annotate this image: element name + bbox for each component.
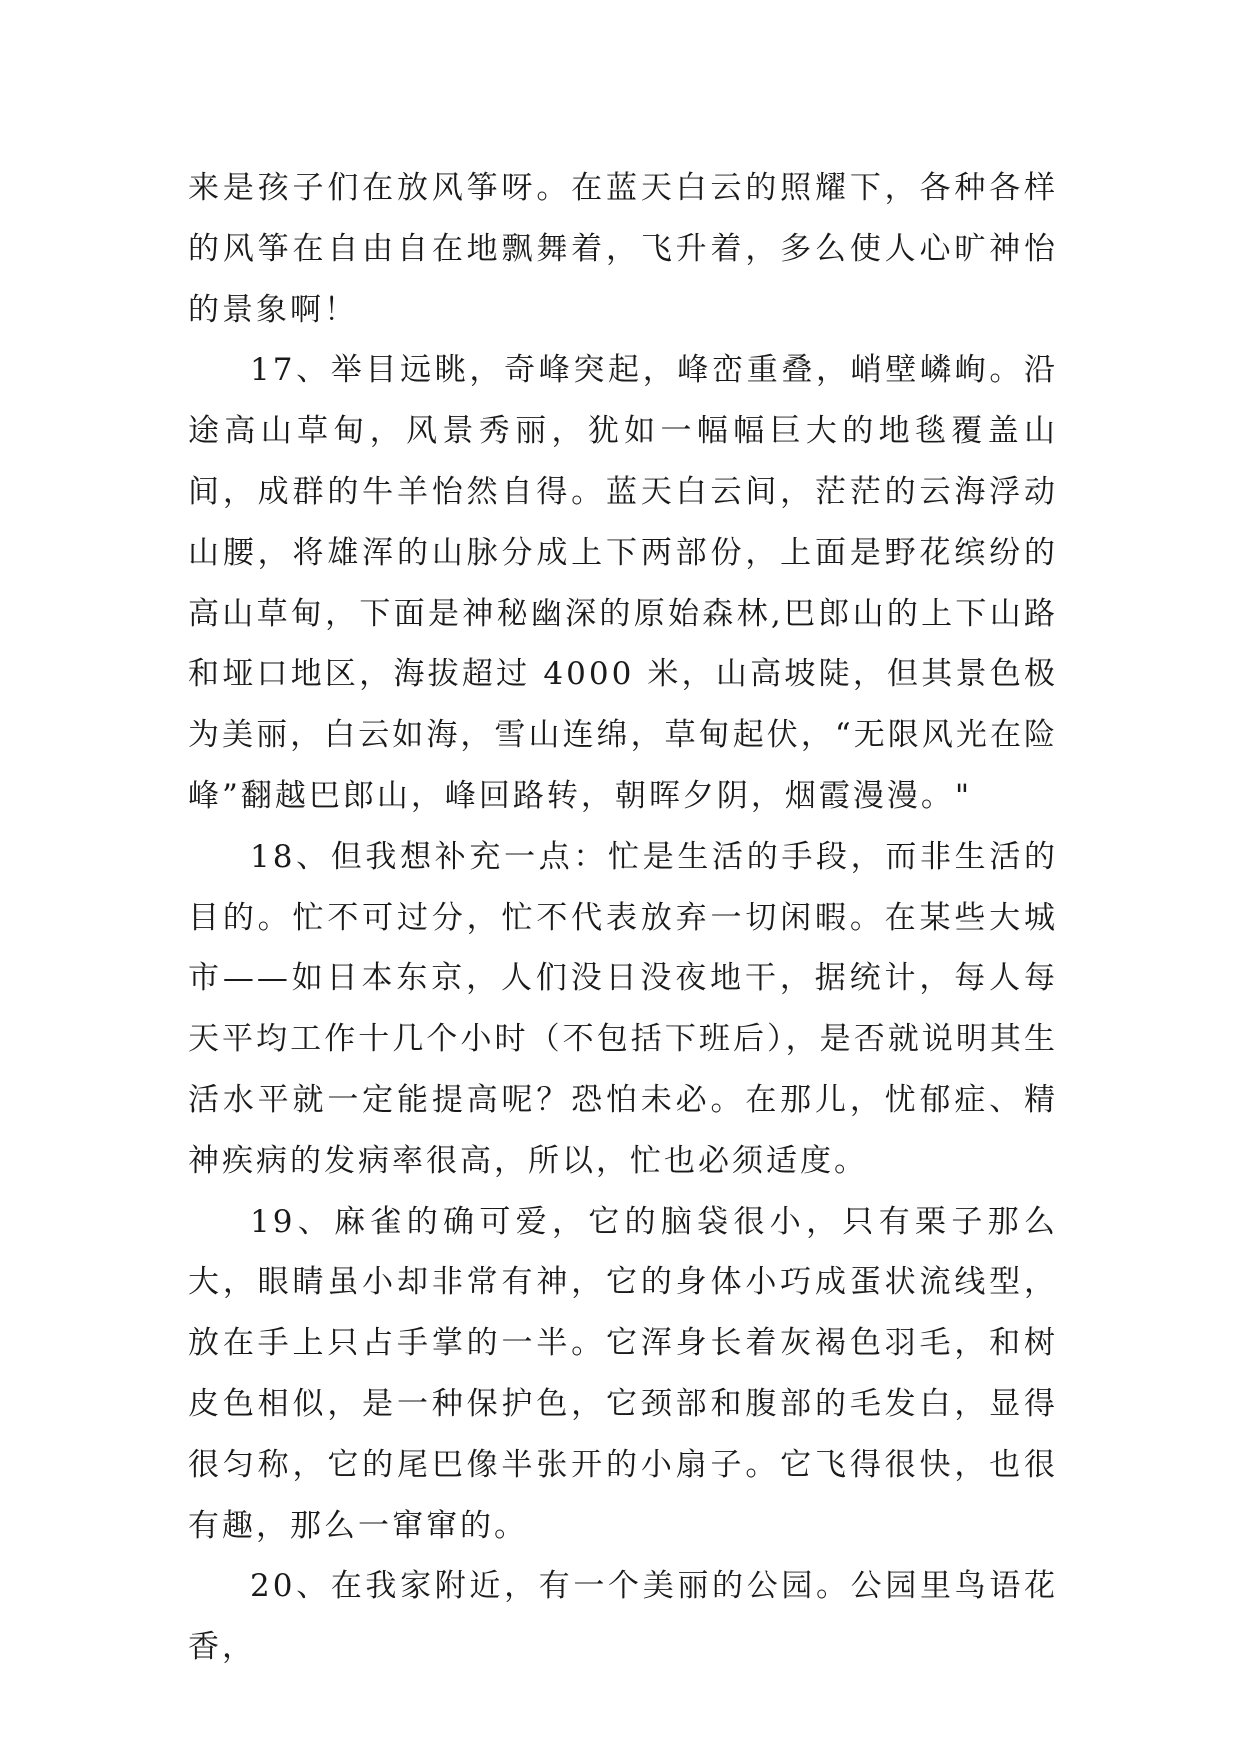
document-body [188, 158, 1058, 1678]
paragraph-19: 19、麻雀的确可爱，它的脑袋很小，只有栗子那么大，眼睛虽小却非常有神，它的身体小巧成蛋状流线型，放在手上只占手掌的一半。它浑身长着灰褐色羽毛，和树皮色相似，是一种保护色，它颈部和腹部的毛发白，显得很匀称，它的尾巴像半张开的小扇子。它飞得很快，也很有趣，那么一窜窜的。 [188, 1203, 1058, 1544]
paragraph-17: 17、举目远眺，奇峰突起，峰峦重叠，峭壁嶙峋。沿途高山草甸，风景秀丽，犹如一幅幅巨大的地毯覆盖山间，成群的牛羊怡然自得。蓝天白云间，茫茫的云海浮动山腰，将雄浑的山脉分成上下两部份，上面是野花缤纷的高山草甸，下面是神秘幽深的原始森林,巴郎山的上下山路和垭口地区，海拔超过 4000 米，山高坡陡，但其景色极为美丽，白云如海，雪山连绵，草甸起伏，“无限风光在险峰”翻越巴郎山，峰回路转，朝晖夕阴，烟霞漫漫。" [188, 352, 1058, 814]
paragraph-18: 18、但我想补充一点：忙是生活的手段，而非生活的目的。忙不可过分，忙不代表放弃一切闲暇。在某些大城市——如日本东京，人们没日没夜地干，据统计，每人每天平均工作十几个小时（不包括下班后），是否就说明其生活水平就一定能提高呢？恐怕未必。在那儿，忧郁症、精神疾病的发病率很高，所以，忙也必须适度。 [188, 838, 1058, 1179]
paragraph-continued: 来是孩子们在放风筝呀。在蓝天白云的照耀下，各种各样的风筝在自由自在地飘舞着，飞升着，多么使人心旷神怡的景象啊！ [188, 170, 1058, 328]
paragraph-20: 20、在我家附近，有一个美丽的公园。公园里鸟语花香， [188, 1568, 1058, 1666]
